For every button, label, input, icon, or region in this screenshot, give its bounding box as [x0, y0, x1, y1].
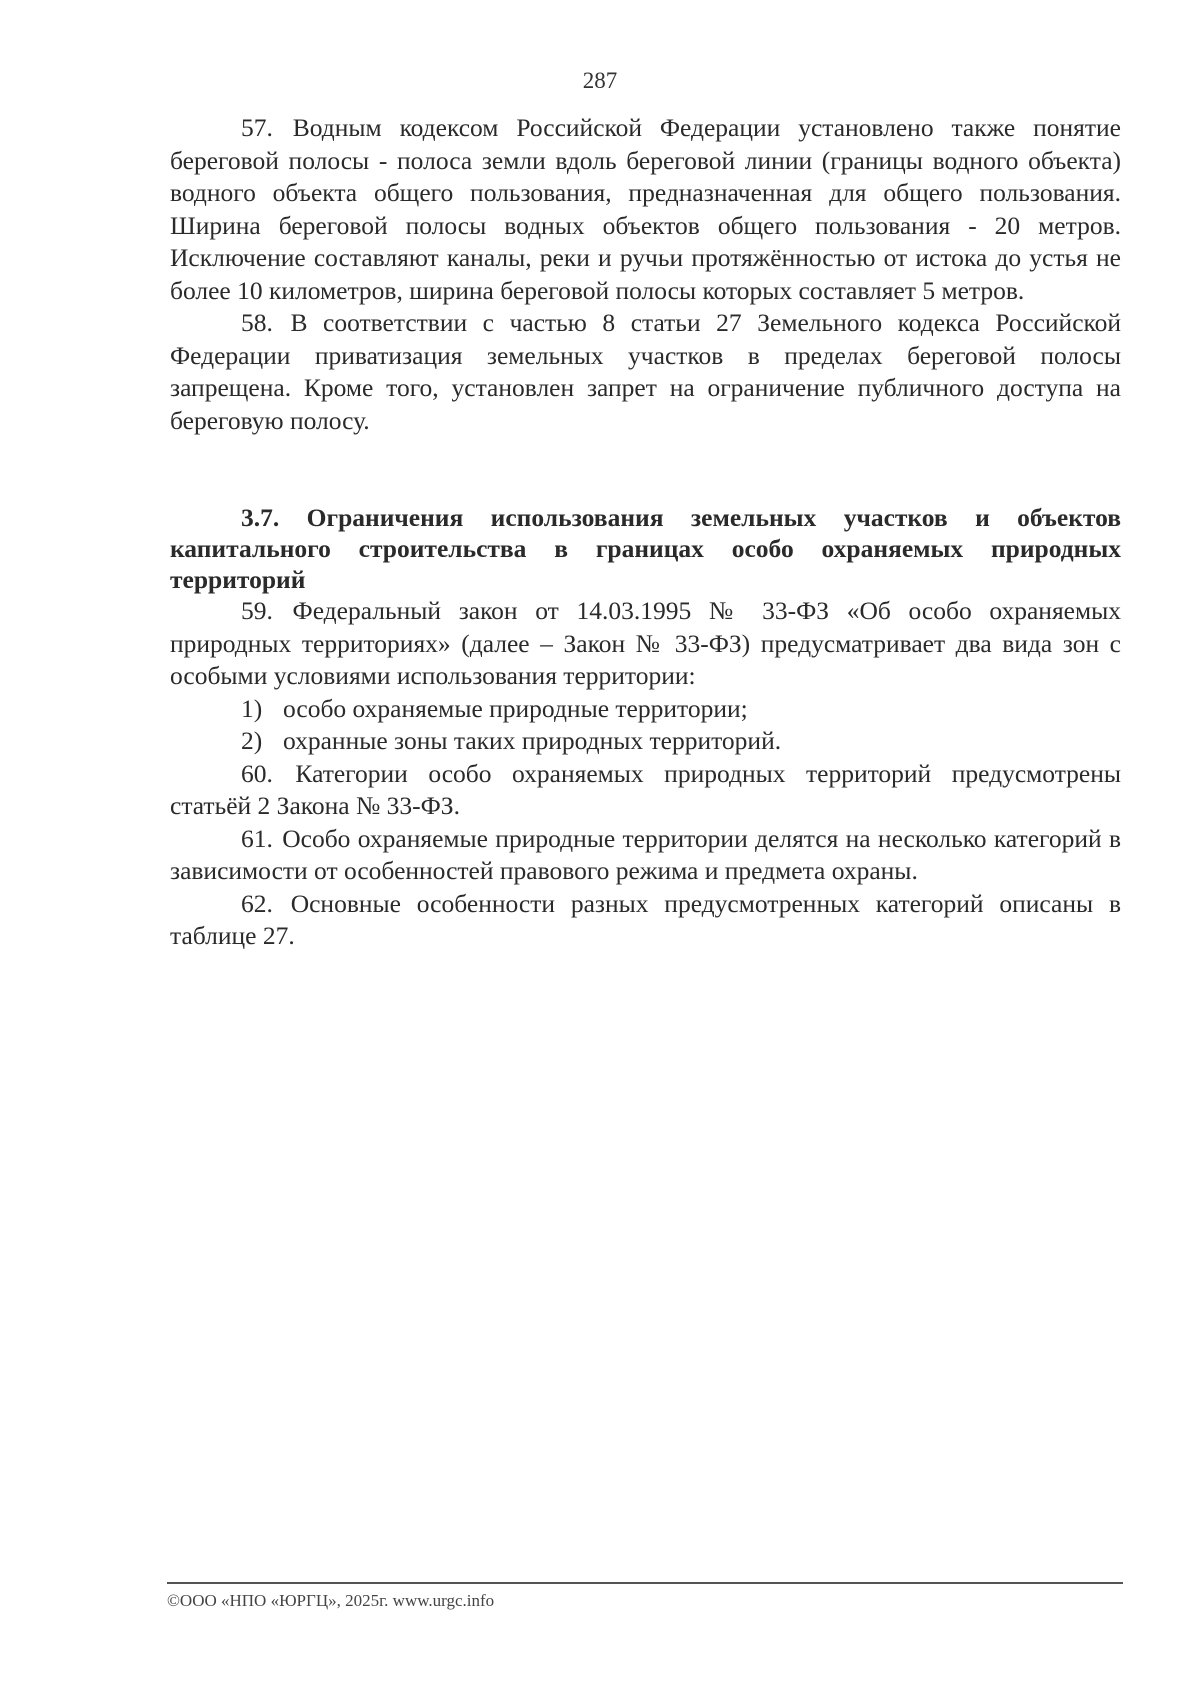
document-body: [170, 112, 1121, 953]
list-marker: 1): [241, 693, 263, 723]
paragraph-text: Особо охраняемые природные территории делятся на несколько категорий в зависимости от особенностей правового режима и предмета охраны.: [170, 823, 1121, 885]
list-item: [170, 693, 1121, 726]
list-item: [170, 725, 1121, 758]
paragraph-62: [170, 888, 1121, 953]
paragraph-text: В соответствии с частью 8 статьи 27 Земельного кодекса Российской Федерации приватизация земельных участков в пределах береговой полосы запрещена. Кроме того, установлен запрет на ограничение публичного доступа на береговую полосу.: [170, 308, 1122, 435]
footer-divider: [167, 1582, 1123, 1584]
footer-copyright: ©ООО «НПО «ЮРГЦ», 2025г. www.urgc.info: [167, 1591, 495, 1610]
paragraph-number: 57.: [241, 113, 273, 142]
paragraph-number: 58.: [241, 308, 273, 337]
paragraph-57: [170, 112, 1121, 307]
list-item-text: особо охраняемые природные территории;: [283, 693, 748, 723]
paragraph-number: 61.: [241, 823, 273, 853]
paragraph-text: Федеральный закон от 14.03.1995 № 33-ФЗ «Об особо охраняемых природных территориях» (далее – Закон № 33-ФЗ) предусматривает два вида зон с особыми условиями использования территории:: [170, 596, 1122, 690]
paragraph-59: [170, 595, 1121, 693]
section-heading: 3.7. Ограничения использования земельных участков и объектов капитального строительства в границах особо охраняемых природных территорий: [170, 503, 1121, 594]
paragraph-text: Водным кодексом Российской Федерации установлено также понятие береговой полосы - полоса земли вдоль береговой линии (границы водного объекта) водного объекта общего пользования, предназначенная для общего пользования. Ширина береговой полосы водных объектов общего пользования - 20 метров. Исключение составляют каналы, реки и ручьи протяжённостью от истока до устья не более 10 километров, ширина береговой полосы которых составляет 5 метров.: [170, 113, 1121, 305]
paragraph-58: [170, 307, 1121, 437]
paragraph-number: 62.: [241, 888, 273, 918]
paragraph-60: [170, 758, 1121, 823]
paragraph-number: 59.: [241, 596, 273, 625]
paragraph-text: Категории особо охраняемых природных территорий предусмотрены статьёй 2 Закона № 33-ФЗ.: [170, 758, 1121, 820]
paragraph-61: [170, 823, 1121, 888]
paragraph-number: 60.: [241, 758, 273, 788]
paragraph-text: Основные особенности разных предусмотренных категорий описаны в таблице 27.: [170, 888, 1121, 950]
page-number: 287: [582, 68, 618, 93]
list-item-text: охранные зоны таких природных территорий.: [283, 726, 782, 755]
list-marker: 2): [241, 726, 263, 755]
